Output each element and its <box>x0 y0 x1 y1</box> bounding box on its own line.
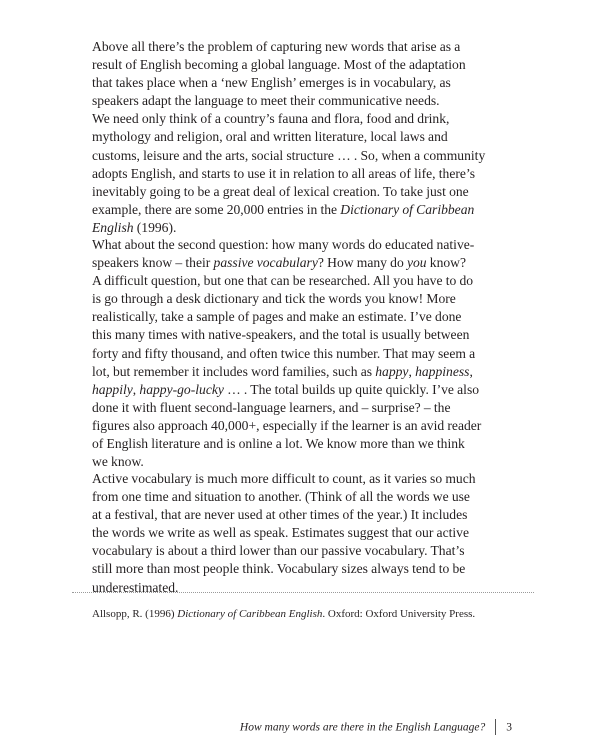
reference-publisher: . Oxford: Oxford University Press. <box>322 608 476 620</box>
text-line: still more than most people think. Vocabulary sizes always tend to be <box>92 561 466 577</box>
page-number: 3 <box>506 721 512 734</box>
text-line: we know. <box>92 454 144 470</box>
text-line: realistically, take a sample of pages and make an estimate. I’ve done <box>92 309 462 325</box>
italic-term: English <box>92 219 134 235</box>
reference-title: Dictionary of Caribbean English <box>177 608 323 620</box>
body-paragraph-2 <box>92 236 524 471</box>
text-line: result of English becoming a global language. Most of the adaptation <box>92 57 466 73</box>
text-line: We need only think of a country’s fauna and flora, food and drink, <box>92 111 450 127</box>
text-line: English (1996). <box>92 219 177 235</box>
text-line: underestimated. <box>92 579 179 595</box>
italic-term: passive vocabulary <box>213 255 318 271</box>
text-line: vocabulary is about a third lower than our passive vocabulary. That’s <box>92 543 465 559</box>
running-title: How many words are there in the English Language? <box>239 721 486 734</box>
text-line: figures also approach 40,000+, especially if the learner is an avid reader <box>92 417 482 433</box>
text-line: the words we write as well as speak. Estimates suggest that our active <box>92 525 469 541</box>
italic-term: you <box>406 255 427 271</box>
text-line: speakers adapt the language to meet their communicative needs. <box>92 93 440 109</box>
text-line: Active vocabulary is much more difficult to count, as it varies so much <box>92 471 476 486</box>
text-line: A difficult question, but one that can be researched. All you have to do <box>92 273 474 289</box>
body-paragraph-3 <box>92 470 524 597</box>
page-footer <box>240 720 512 736</box>
text-line: is go through a desk dictionary and tick the words you know! More <box>92 291 456 307</box>
reference-citation <box>92 607 475 621</box>
text-line: lot, but remember it includes word families, such as happy, happiness, <box>92 363 473 379</box>
text-line: forty and fifty thousand, and often twice this number. That may seem a <box>92 345 476 361</box>
reference-author: Allsopp, R. (1996) <box>92 608 178 620</box>
text-line: example, there are some 20,000 entries in the Dictionary of Caribbean <box>92 201 475 217</box>
text-line: adopts English, and starts to use it in relation to all areas of life, there’s <box>92 165 476 181</box>
reference-divider <box>72 592 534 593</box>
italic-term: happiness <box>415 363 470 379</box>
body-paragraph-1 <box>92 38 524 237</box>
text-line: this many times with native-speakers, and the total is usually between <box>92 327 470 343</box>
text-line: that takes place when a ‘new English’ emerges is in vocabulary, as <box>92 75 451 91</box>
text-line: done it with fluent second-language learners, and – surprise? – the <box>92 399 451 415</box>
italic-term: Dictionary of Caribbean <box>340 201 475 217</box>
text-line: Above all there’s the problem of capturing new words that arise as a <box>92 39 461 54</box>
text-line: inevitably going to be a great deal of lexical creation. To take just one <box>92 183 469 199</box>
text-line: at a festival, that are never used at other times of the year.) It includes <box>92 507 468 523</box>
italic-term: happy <box>375 363 409 379</box>
text-line: What about the second question: how many words do educated native- <box>92 237 475 252</box>
text-line: mythology and religion, oral and written literature, local laws and <box>92 129 448 145</box>
text-line: of English literature and is online a lot. We know more than we think <box>92 436 465 452</box>
text-line: customs, leisure and the arts, social structure … . So, when a community <box>92 147 486 163</box>
text-line: from one time and situation to another. (Think of all the words we use <box>92 489 470 505</box>
text-line: speakers know – their passive vocabulary? How many do you know? <box>92 255 467 271</box>
text-line: happily, happy-go-lucky … . The total builds up quite quickly. I’ve also <box>92 381 480 397</box>
italic-term: happily <box>92 381 133 397</box>
footer-separator <box>495 719 496 735</box>
italic-term: happy-go-lucky <box>139 381 224 397</box>
